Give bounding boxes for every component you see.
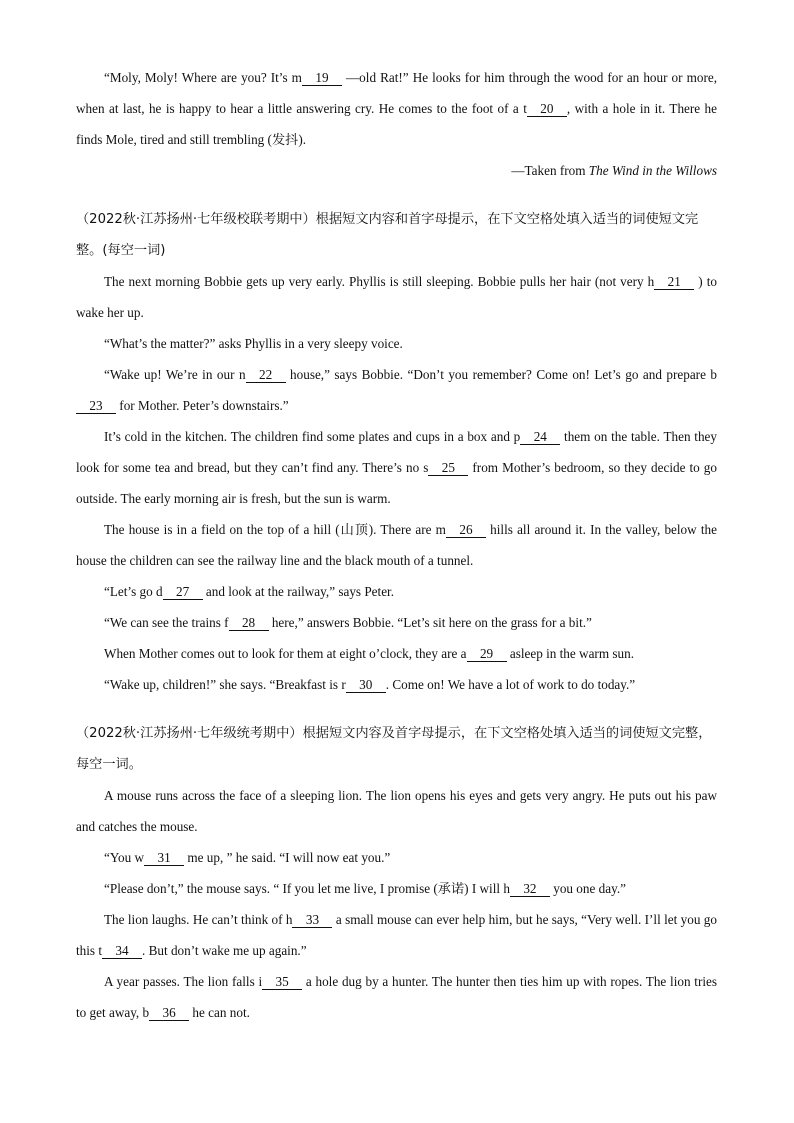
- blank-20[interactable]: 20: [527, 101, 567, 117]
- section3-paragraph-1: A mouse runs across the face of a sleeping lion. The lion opens his eyes and gets very angry. He puts out his paw and catches the mouse.: [76, 788, 717, 834]
- text-run: The house is in a field on the top of a hill (山顶). There are m: [104, 522, 446, 537]
- text-run: asleep in the warm sun.: [506, 646, 634, 661]
- blank-22[interactable]: 22: [246, 367, 286, 383]
- source-prefix: —Taken from: [511, 163, 589, 178]
- blank-21[interactable]: 21: [654, 274, 694, 290]
- section3-header: （2022秋·江苏扬州·七年级统考期中）根据短文内容及首字母提示，在下文空格处填入适当的词使短文完整，每空一词。: [76, 726, 712, 772]
- source-title: The Wind in the Willows: [588, 163, 717, 178]
- text-run: he can not.: [189, 1005, 250, 1020]
- text-run: . Come on! We have a lot of work to do today.”: [385, 677, 636, 692]
- blank-30[interactable]: 30: [346, 677, 386, 693]
- blank-35[interactable]: 35: [262, 974, 302, 990]
- text-run: The lion laughs. He can’t think of h: [104, 912, 293, 927]
- text-run: “We can see the trains f: [104, 615, 229, 630]
- text-run: “Moly, Moly! Where are you? It’s m: [104, 70, 302, 85]
- text-run: ) to wake her up.: [76, 274, 717, 320]
- text-run: A year passes. The lion falls i: [104, 974, 263, 989]
- section2-paragraph-8: [76, 638, 717, 669]
- blank-25[interactable]: 25: [428, 460, 468, 476]
- blank-31[interactable]: 31: [144, 850, 184, 866]
- text-run: “Please don’t,” the mouse says. “ If you let me live, I promise (承诺) I will h: [104, 881, 510, 896]
- text-run: house,” says Bobbie. “Don’t you remember? Come on! Let’s go and prepare b: [285, 367, 717, 382]
- text-run: The next morning Bobbie gets up very early. Phyllis is still sleeping. Bobbie pulls her hair (not very h: [104, 274, 655, 289]
- text-run: “Let’s go d: [104, 584, 163, 599]
- section2-header: （2022秋·江苏扬州·七年级校联考期中）根据短文内容和首字母提示，在下文空格处填入适当的词使短文完整。(每空一词): [76, 212, 699, 258]
- text-run: and look at the railway,” says Peter.: [202, 584, 395, 599]
- text-run: a hole dug by a hunter. The hunter then ties him up with ropes. The lion tries to get away, b: [76, 974, 717, 1020]
- blank-24[interactable]: 24: [520, 429, 560, 445]
- text-run: here,” answers Bobbie. “Let’s sit here on the grass for a bit.”: [268, 615, 592, 630]
- blank-34[interactable]: 34: [102, 943, 142, 959]
- story1-paragraph: [76, 62, 717, 155]
- text-run: for Mother. Peter’s downstairs.”: [116, 398, 289, 413]
- section3-paragraph-2: [76, 842, 717, 873]
- blank-32[interactable]: 32: [510, 881, 550, 897]
- text-run: you one day.”: [549, 881, 626, 896]
- text-run: a small mouse can ever help him, but he says, “Very well. I’ll let you go this t: [76, 912, 717, 958]
- text-run: “Wake up, children!” she says. “Breakfast is r: [104, 677, 346, 692]
- section2-paragraph-1: [76, 266, 717, 328]
- text-run: from Mother’s bedroom, so they decide to go outside. The early morning air is fresh, but the sun is warm.: [76, 460, 717, 506]
- blank-36[interactable]: 36: [149, 1005, 189, 1021]
- source-citation: [76, 155, 717, 186]
- blank-33[interactable]: 33: [292, 912, 332, 928]
- text-run: , with a hole in it. There he finds Mole, tired and still trembling (发抖).: [76, 101, 718, 147]
- section2-paragraph-9: [76, 669, 717, 700]
- section2-paragraph-3: [76, 359, 717, 421]
- text-run: When Mother comes out to look for them at eight o’clock, they are a: [104, 646, 467, 661]
- text-run: hills all around it. In the valley, below the house the children can see the railway line and the black mouth of a tunnel.: [76, 522, 717, 568]
- text-run: . But don’t wake me up again.”: [142, 943, 307, 958]
- blank-29[interactable]: 29: [467, 646, 507, 662]
- text-run: “You w: [104, 850, 145, 865]
- blank-26[interactable]: 26: [446, 522, 486, 538]
- section3-paragraph-3: [76, 873, 717, 904]
- blank-23[interactable]: 23: [76, 398, 116, 414]
- section3-paragraph-5: [76, 966, 717, 1028]
- section3-paragraph-4: [76, 904, 717, 966]
- blank-19[interactable]: 19: [302, 70, 342, 86]
- text-run: “Wake up! We’re in our n: [104, 367, 246, 382]
- text-run: them on the table. Then they look for some tea and bread, but they can’t find any. There’s no s: [76, 429, 718, 475]
- section2-paragraph-7: [76, 607, 717, 638]
- document-page: [76, 62, 717, 1028]
- section2-paragraph-4: [76, 421, 717, 514]
- section2-paragraph-6: [76, 576, 717, 607]
- text-run: It’s cold in the kitchen. The children find some plates and cups in a box and p: [104, 429, 521, 444]
- blank-27[interactable]: 27: [163, 584, 203, 600]
- section2-paragraph-2: “What’s the matter?” asks Phyllis in a very sleepy voice.: [104, 336, 403, 351]
- section2-paragraph-5: [76, 514, 717, 576]
- blank-28[interactable]: 28: [229, 615, 269, 631]
- text-run: me up, ” he said. “I will now eat you.”: [184, 850, 391, 865]
- text-run: —old Rat!” He looks for him through the wood for an hour or more, when at last, he is happy to hear a little answering cry. He comes to the foot of a t: [76, 70, 717, 116]
